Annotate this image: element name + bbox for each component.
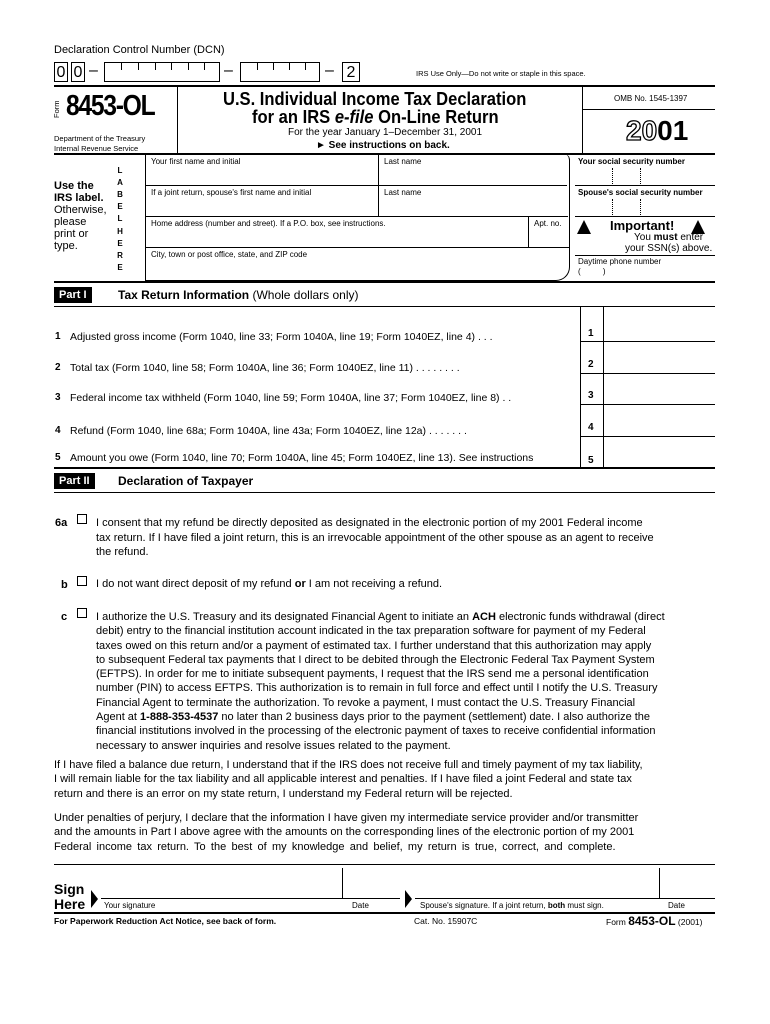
form-title-line1: U.S. Individual Income Tax Declaration <box>223 89 527 109</box>
irs-use-only: IRS Use Only—Do not write or staple in this space. <box>416 69 586 78</box>
line1-number: 1 <box>55 331 61 342</box>
omb-number: OMB No. 1545-1397 <box>614 94 688 103</box>
line1-box-number: 1 <box>588 328 594 339</box>
ssn-field[interactable] <box>575 167 715 185</box>
line4-amount-field[interactable] <box>604 414 715 436</box>
line3-number: 3 <box>55 392 61 403</box>
department-line2: Internal Revenue Service <box>54 144 139 153</box>
line6a-label: 6a <box>55 517 68 529</box>
date-label-2: Date <box>668 901 685 910</box>
city-state-zip-field[interactable] <box>146 259 556 279</box>
daytime-phone-field[interactable]: ( ) <box>578 267 606 276</box>
dcn-dash-2: – <box>224 62 233 79</box>
form-word: Form <box>52 100 61 118</box>
part2-title: Declaration of Taxpayer <box>118 474 254 488</box>
line6c-text: I authorize the U.S. Treasury and its designated Financial Agent to initiate an ACH electronic funds withdrawal (direct debit) entry to the financial institution account indicated in the tax preparation software for payment of my Federal taxes owed on this return and/or a payment of estimated tax. I further understand that this authorization may apply to subsequent Federal tax payments that I direct to be debited through the Electronic Federal Tax Payment System (EFTPS). In order for me to initiate subsequent payments, I request that the IRS send me a personal identification number (PIN) to access EFTPS. This authorization is to remain in full force and effect until I notify the U.S. Treasury Financial Agent to terminate the authorization. To revoke a payment, I must contact the U.S. Treasury Financial Agent at 1-888-353-4537 no later than 2 business days prior to the payment (settlement) date. I also authorize the financial institutions involved in the processing of the electronic payment of taxes to receive confidential information necessary to answer inquiries and resolve issues related to the payment. <box>96 611 665 752</box>
first-name-field[interactable] <box>146 166 377 184</box>
date-field-1[interactable] <box>343 868 400 898</box>
dcn-field-1[interactable] <box>104 62 220 82</box>
apt-no-label: Apt. no. <box>534 219 562 228</box>
date-label-1: Date <box>352 901 369 910</box>
last-name-label: Last name <box>384 157 422 166</box>
sign-heading: Sign <box>54 881 85 897</box>
balance-due-paragraph: If I have filed a balance due return, I understand that if the IRS does not receive full and timely payment of my tax liability, I will remain liable for the tax liability and all applicable interest and penalties. If I have filed a joint Federal and state tax return and there is an error on my state return, I understand my Federal return will be rejected. <box>54 759 643 800</box>
line2-text: Total tax (Form 1040, line 58; Form 1040A, line 36; Form 1040EZ, line 11) . . . . . . . . <box>70 362 460 374</box>
must-enter-ssn: You must enter <box>634 232 704 243</box>
tax-year: 2001 <box>626 115 689 146</box>
your-signature-label: Your signature <box>104 901 156 910</box>
line5-amount-field[interactable] <box>604 444 715 466</box>
here-letters: H E R E <box>117 227 123 272</box>
important-heading: Important! <box>610 218 675 233</box>
line6b-checkbox[interactable] <box>77 576 87 586</box>
date-field-2[interactable] <box>660 868 715 898</box>
dcn-digit-2: 0 <box>71 62 85 82</box>
spouse-last-name-label: Last name <box>384 188 422 197</box>
dcn-digit-1: 0 <box>54 62 68 82</box>
line5-box-number: 5 <box>588 455 594 466</box>
label-letters: L A B E L <box>117 166 123 223</box>
last-name-field[interactable] <box>379 166 564 184</box>
catalog-number: Cat. No. 15907C <box>414 916 478 926</box>
form-title-line2: for an IRS e-file On-Line Return <box>252 107 499 127</box>
use-irs-label-instructions: Use the IRS label. Otherwise, please print or type. <box>54 180 107 252</box>
line5-text: Amount you owe (Form 1040, line 70; Form 1040A, line 45; Form 1040EZ, line 13). See instructions <box>70 452 534 464</box>
line3-box-number: 3 <box>588 390 594 401</box>
footer-form-id: Form 8453-OL (2001) <box>606 914 703 928</box>
line6c-checkbox[interactable] <box>77 608 87 618</box>
line6a-text: I consent that my refund be directly deposited as designated in the electronic portion of my 2001 Federal income tax return. If I have filed a joint return, this is an irrevocable appointment of the other spouse as an agent to receive the refund. <box>96 517 654 558</box>
warning-triangle-left-icon <box>577 220 591 234</box>
spouse-first-name-field[interactable] <box>146 197 377 215</box>
ssn-label: Your social security number <box>578 157 685 166</box>
line3-amount-field[interactable] <box>604 382 715 404</box>
department-line1: Department of the Treasury <box>54 134 146 143</box>
home-address-label: Home address (number and street). If a P.O. box, see instructions. <box>151 219 386 228</box>
your-signature-field[interactable] <box>101 868 341 898</box>
part2-badge: Part II <box>54 473 95 489</box>
spouse-signature-label: Spouse's signature. If a joint return, both must sign. <box>420 901 604 910</box>
line1-amount-field[interactable] <box>604 319 715 341</box>
line2-amount-field[interactable] <box>604 351 715 373</box>
daytime-phone-label: Daytime phone number <box>578 257 662 266</box>
first-name-label: Your first name and initial <box>151 157 241 166</box>
here-heading: Here <box>54 896 86 912</box>
spouse-ssn-field[interactable] <box>575 198 715 216</box>
year-range: For the year January 1–December 31, 2001 <box>288 127 482 138</box>
part1-badge: Part I <box>54 287 92 303</box>
line6b-label: b <box>61 579 68 591</box>
spouse-sign-arrow-icon <box>405 890 412 908</box>
city-state-zip-label: City, town or post office, state, and ZIP code <box>151 250 308 259</box>
line1-text: Adjusted gross income (Form 1040, line 33; Form 1040A, line 19; Form 1040EZ, line 4) . . . <box>70 331 493 343</box>
home-address-field[interactable] <box>146 228 527 246</box>
dcn-field-2[interactable] <box>240 62 320 82</box>
dcn-digit-last: 2 <box>342 62 360 82</box>
see-instructions: ► See instructions on back. <box>316 140 450 151</box>
line6c-label: c <box>61 611 68 623</box>
spouse-last-name-field[interactable] <box>379 197 564 215</box>
perjury-paragraph: Under penalties of perjury, I declare that the information I have given my intermediate service provider and/or transmitter and the amounts in Part I above agree with the amounts on the corresponding lines of the electronic portion of my 2001 Federal income tax return. To the best of my knowledge and belief, my return is true, correct, and complete. <box>54 812 639 853</box>
spouse-ssn-label: Spouse's social security number <box>578 188 703 197</box>
paperwork-notice: For Paperwork Reduction Act Notice, see back of form. <box>54 916 277 926</box>
line2-box-number: 2 <box>588 359 594 370</box>
form-number: 8453-OL <box>66 90 155 122</box>
spouse-first-name-label: If a joint return, spouse's first name and initial <box>151 188 312 197</box>
line2-number: 2 <box>55 362 61 373</box>
line5-number: 5 <box>55 452 61 463</box>
dcn-dash-3: – <box>325 62 334 79</box>
apt-no-field[interactable] <box>529 228 567 246</box>
line6b-text: I do not want direct deposit of my refund or I am not receiving a refund. <box>96 578 443 590</box>
line6a-checkbox[interactable] <box>77 514 87 524</box>
sign-arrow-icon <box>91 890 98 908</box>
spouse-signature-field[interactable] <box>415 868 658 898</box>
line4-box-number: 4 <box>588 422 594 433</box>
line4-number: 4 <box>55 425 61 436</box>
line3-text: Federal income tax withheld (Form 1040, line 59; Form 1040A, line 37; Form 1040EZ, line 8) . . <box>70 392 512 404</box>
your-ssns-above: your SSN(s) above. <box>625 243 713 254</box>
part1-title: Tax Return Information (Whole dollars only) <box>118 288 359 302</box>
dcn-dash-1: – <box>89 62 98 79</box>
dcn-label: Declaration Control Number (DCN) <box>54 44 225 56</box>
line4-text: Refund (Form 1040, line 68a; Form 1040A, line 43a; Form 1040EZ, line 12a) . . . . . . . <box>70 425 467 437</box>
